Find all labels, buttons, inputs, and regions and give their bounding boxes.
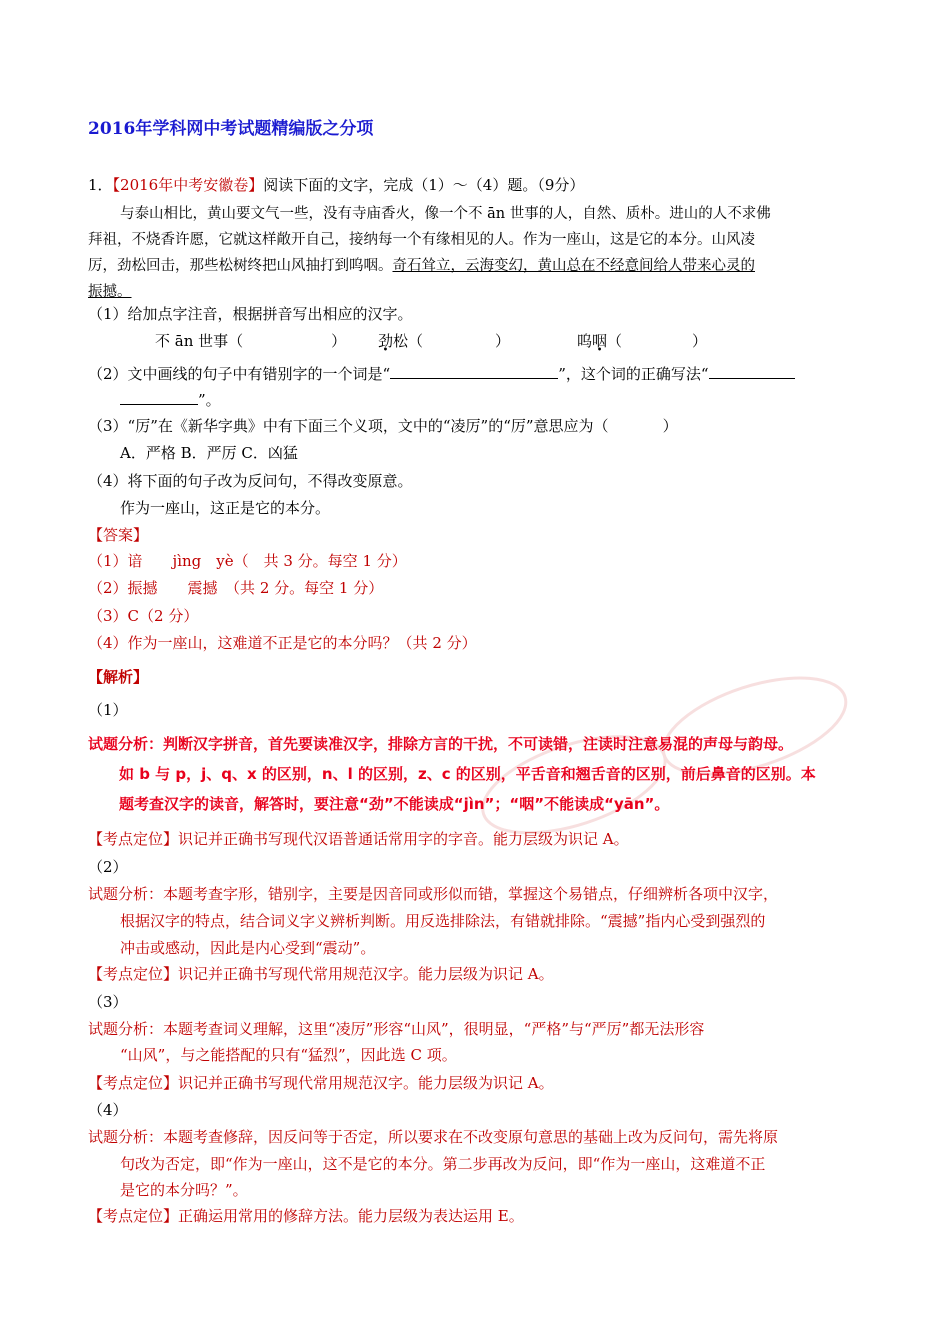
- question-prompt: 阅读下面的文字，完成（1）～（4）题。（9分）: [263, 176, 585, 194]
- sub-question-1: （1）给加点字注音，根据拼音写出相应的汉字。: [88, 305, 413, 323]
- q4-sentence: 作为一座山，这正是它的本分。: [120, 499, 331, 517]
- analysis-line: 是它的本分吗？”。: [120, 1181, 248, 1199]
- q1-item-b: [378, 331, 510, 351]
- answer-1: （1）谙 jìng yè（ 共 3 分。每空 1 分）: [88, 552, 407, 570]
- analysis-point-4: [88, 1206, 524, 1226]
- analysis-line: “山风”，与之能搭配的只有“猛烈”，因此选 C 项。: [120, 1046, 457, 1064]
- point-label: 【考点定位】: [88, 1074, 179, 1092]
- page-title: 2016年学科网中考试题精编版之分项: [88, 119, 374, 139]
- analysis-point-1: [88, 829, 629, 849]
- point-text: 正确运用常用的修辞方法。能力层级为表达运用 E。: [178, 1207, 524, 1225]
- q1-item-a-close: ）: [331, 332, 347, 350]
- analysis-line: 试题分析：本题考查字形，错别字，主要是因音同或形似而错，掌握这个易错点，仔细辨析各项中汉字，: [88, 885, 779, 903]
- point-label: 【考点定位】: [88, 1207, 179, 1225]
- reading-passage: [88, 201, 866, 305]
- q1-item-a: [155, 331, 346, 351]
- analysis-line: 句改为否定，即“作为一座山，这不是它的本分。第二步再改为反问，即“作为一座山，这难道不正: [120, 1155, 766, 1173]
- q1-item-c-close: ）: [692, 332, 708, 350]
- q2-text: （2）文中画线的句子中有错别字的一个词是“: [88, 365, 391, 383]
- analysis-label: 【解析】: [88, 668, 149, 686]
- dotted-char: 劲: [378, 332, 394, 350]
- analysis-part-3-number: （3）: [88, 993, 128, 1011]
- analysis-point-2: [88, 964, 554, 984]
- answer-label: 【答案】: [88, 526, 149, 544]
- passage-line: 拜祖，不烧香许愿，它就这样敞开自己，接纳每一个有缘相见的人。作为一座山，这是它的本分。山风凌: [88, 232, 755, 248]
- analysis-part-2-number: （2）: [88, 858, 128, 876]
- passage-text: 厉，劲松回击，那些松树终把山风抽打到呜咽。: [88, 258, 393, 274]
- sub-question-3: [88, 416, 678, 436]
- analysis-part-1: [88, 729, 878, 819]
- answer-3: （3）C（2 分）: [88, 607, 199, 625]
- underlined-sentence: 奇石耸立，云海变幻，黄山总在不经意间给人带来心灵的: [392, 258, 755, 274]
- analysis-line: 根据汉字的特点，结合词义字义辨析判断。用反选排除法，有错就排除。“震撼”指内心受到强烈的: [120, 912, 766, 930]
- answer-2: （2）振撼 震撼 （共 2 分。每空 1 分）: [88, 579, 384, 597]
- q1-item-b-text: 松（: [393, 332, 424, 350]
- q3-options: A．严格 B．严厉 C．凶猛: [120, 444, 298, 462]
- question-number: 1．: [88, 176, 113, 194]
- answer-blank[interactable]: [120, 389, 198, 405]
- analysis-point-3: [88, 1073, 554, 1093]
- q1-item-c: [577, 331, 707, 351]
- q2-text-c: ”。: [198, 391, 221, 409]
- passage-line: [88, 253, 866, 279]
- answer-blank[interactable]: [709, 363, 795, 379]
- q1-item-a-text: 不 ān 世事（: [155, 332, 244, 350]
- passage-line: 与泰山相比，黄山要文气一些，没有寺庙香火，像一个不 ān 世事的人，自然、质朴。进山的人不求佛: [120, 206, 771, 222]
- q2-text-b: ”，这个词的正确写法“: [558, 365, 709, 383]
- answer-4: （4）作为一座山，这难道不正是它的本分吗？（共 2 分）: [88, 634, 477, 652]
- answer-blank[interactable]: [390, 363, 558, 379]
- sub-question-2-cont: [120, 389, 221, 410]
- analysis-line: 试题分析：判断汉字拼音，首先要读准汉字，排除方言的干扰，不可读错，注读时注意易混的声母与韵母。: [88, 735, 794, 753]
- point-text: 识记并正确书写现代常用规范汉字。能力层级为识记 A。: [178, 1074, 554, 1092]
- analysis-line: 题考查汉字的读音，解答时，要注意“劲”不能读成“jìn”；“咽”不能读成“yān”。: [119, 795, 670, 813]
- question-header: [88, 175, 584, 195]
- point-text: 识记并正确书写现代常用规范汉字。能力层级为识记 A。: [178, 965, 554, 983]
- q1-item-c-text: （: [607, 332, 623, 350]
- q1-item-b-close: ）: [495, 332, 511, 350]
- q3-text: （3）“厉”在《新华字典》中有下面三个义项，文中的“凌厉”的“厉”意思应为（: [88, 417, 609, 435]
- q3-close: ）: [662, 417, 678, 435]
- question-source: 【2016年中考安徽卷】: [112, 176, 264, 194]
- sub-question-4: （4）将下面的句子改为反问句，不得改变原意。: [88, 472, 413, 490]
- point-text: 识记并正确书写现代汉语普通话常用字的字音。能力层级为识记 A。: [178, 830, 629, 848]
- dotted-char: 咽: [592, 332, 608, 350]
- underlined-sentence-end: 振撼。: [88, 284, 132, 300]
- q1-item-c-pre: 呜: [577, 332, 593, 350]
- analysis-line: 冲击或感动，因此是内心受到“震动”。: [120, 939, 376, 957]
- analysis-part-4-number: （4）: [88, 1101, 128, 1119]
- sub-question-2: [88, 363, 795, 384]
- analysis-line: 试题分析：本题考查修辞，因反问等于否定，所以要求在不改变原句意思的基础上改为反问句，需先将原: [88, 1128, 779, 1146]
- analysis-line: 如 b 与 p，j、q、x 的区别，n、l 的区别，z、c 的区别，平舌音和翘舌音的区别，前后鼻音的区别。本: [119, 765, 816, 783]
- analysis-line: 试题分析：本题考查词义理解，这里“凌厉”形容“山风”，很明显，“严格”与“严厉”都无法形容: [88, 1020, 705, 1038]
- point-label: 【考点定位】: [88, 830, 179, 848]
- analysis-part-1-number: （1）: [88, 701, 128, 719]
- point-label: 【考点定位】: [88, 965, 179, 983]
